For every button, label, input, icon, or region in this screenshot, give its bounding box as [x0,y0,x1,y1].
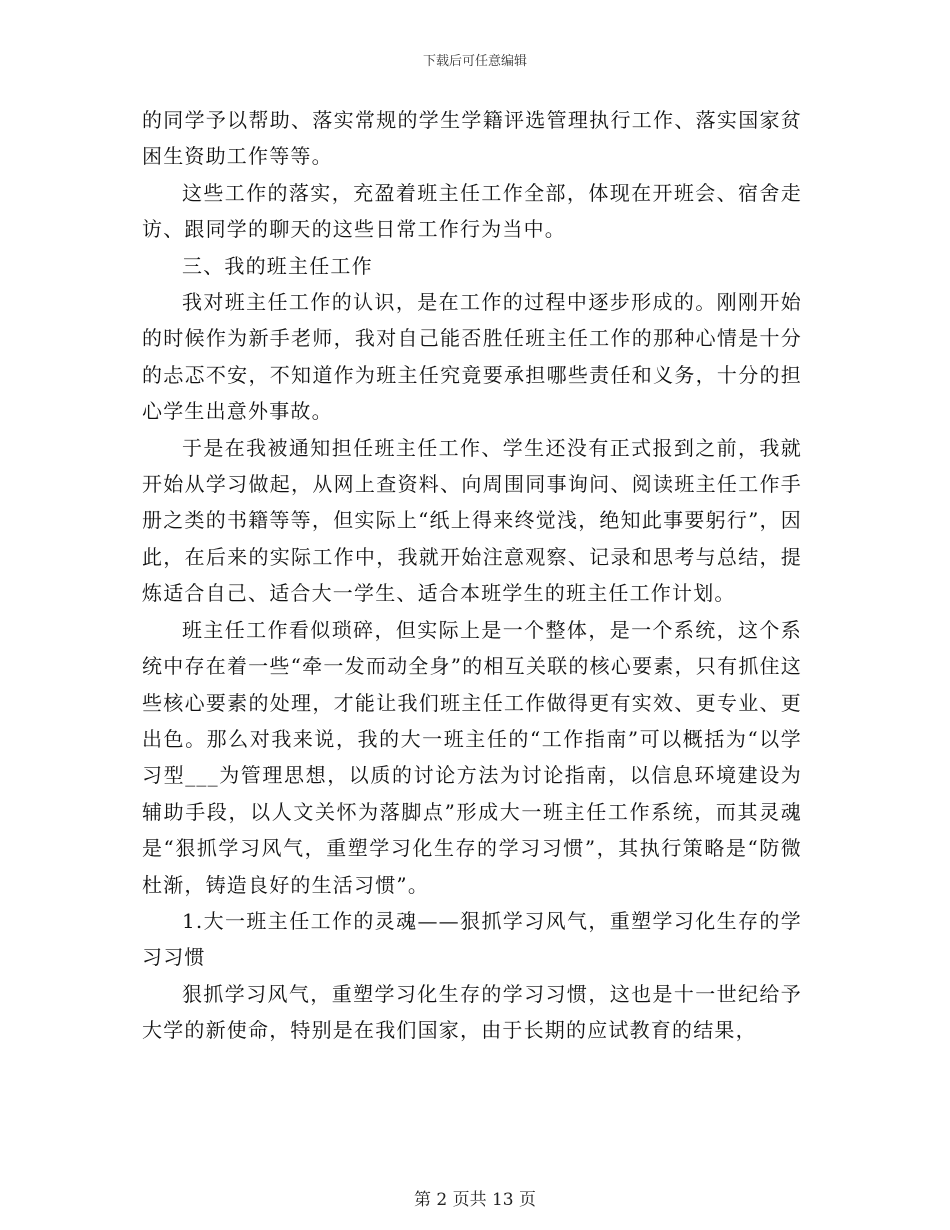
page-header: 下载后可任意编辑 [422,54,527,69]
paragraph: 于是在我被通知担任班主任工作、学生还没有正式报到之前，我就开始从学习做起，从网上查资料、向周围同事询问、阅读班主任工作手册之类的书籍等等，但实际上“纸上得来终觉浅，绝知此事要躬行”，因此，在后来的实际工作中，我就开始注意观察、记录和思考与总结，提炼适合自己、适合大一学生、适合本班学生的班主任工作计划。 [142,435,802,606]
section-heading: 三、我的班主任工作 [182,253,373,278]
paragraph: 班主任工作看似琐碎，但实际上是一个整体，是一个系统，这个系统中存在着一些“牵一发而动全身”的相互关联的核心要素，只有抓住这些核心要素的处理，才能让我们班主任工作做得更有实效、更专业、更出色。那么对我来说，我的大一班主任的“工作指南”可以概括为“以学习型___为管理思想，以质的讨论方法为讨论指南，以信息环境建设为辅助手段，以人文关怀为落脚点”形成大一班主任工作系统，而其灵魂是“狠抓学习风气，重塑学习化生存的学习习惯”，其执行策略是“防微杜渐，铸造良好的生活习惯”。 [142,617,802,897]
document-body [142,102,802,1049]
paragraph-continuation: 的同学予以帮助、落实常规的学生学籍评选管理执行工作、落实国家贫困生资助工作等等。 [142,108,802,169]
paragraph: 我对班主任工作的认识，是在工作的过程中逐步形成的。刚刚开始的时候作为新手老师，我对自己能否胜任班主任工作的那种心情是十分的忐忑不安，不知道作为班主任究竟要承担哪些责任和义务，十分的担心学生出意外事故。 [142,290,802,424]
paragraph: 这些工作的落实，充盈着班主任工作全部，体现在开班会、宿舍走访、跟同学的聊天的这些日常工作行为当中。 [142,180,802,242]
subsection-heading: 1.大一班主任工作的灵魂——狠抓学习风气，重塑学习化生存的学习习惯 [142,908,802,970]
paragraph: 狠抓学习风气，重塑学习化生存的学习习惯，这也是十一世纪给予大学的新使命，特别是在我们国家，由于长期的应试教育的结果， [142,981,802,1043]
page-footer: 第 2 页共 13 页 [413,1190,537,1210]
